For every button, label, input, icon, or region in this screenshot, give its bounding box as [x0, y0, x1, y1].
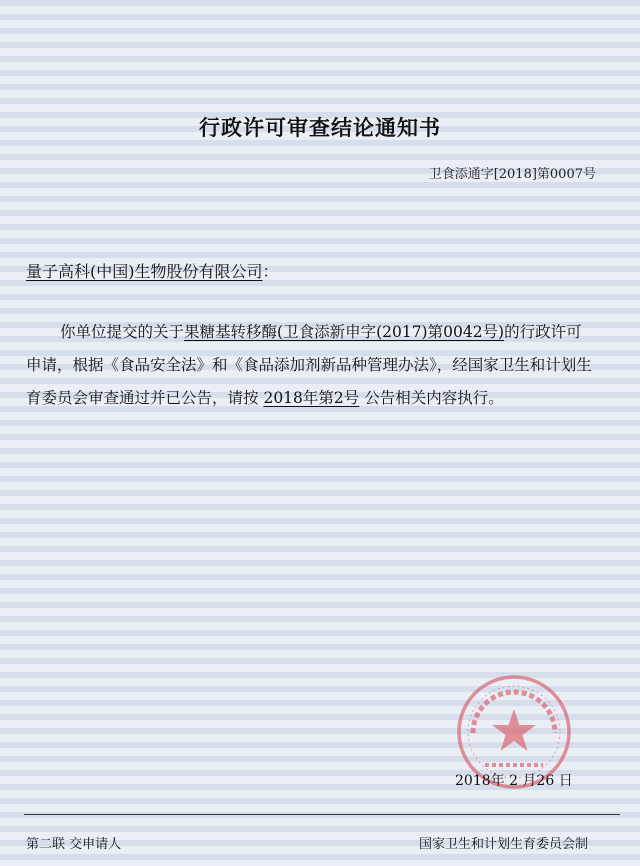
- body-end: 公告相关内容执行。: [364, 389, 504, 407]
- notice-body: [26, 316, 596, 415]
- issuing-authority: 国家卫生和计划生育委员会制: [418, 837, 588, 852]
- footer-divider: [24, 814, 620, 815]
- addressee: [26, 259, 279, 282]
- body-intro: 你单位提交的关于: [60, 323, 185, 341]
- application-item: 果糖基转移酶(卫食添新申字(2017)第0042号): [184, 323, 505, 341]
- addressee-name: 量子高科(中国)生物股份有限公司: [26, 262, 263, 281]
- issue-date: 2018年 2 月26 日: [455, 773, 573, 789]
- addressee-colon: ：: [262, 262, 279, 281]
- document-title: 行政许可审查结论通知书: [199, 116, 441, 140]
- copy-designation: 第二联 交申请人: [26, 837, 122, 852]
- body-middle: 的行政许可申请，根据《食品安全法》和《食品添加剂新品种管理办法》，经国家卫生和计划生育委员会审查通过并已公告，请按: [26, 323, 592, 407]
- announcement-number: 2018年第2号: [263, 389, 360, 407]
- document-number: 卫食添通字[2018]第0007号: [428, 167, 596, 182]
